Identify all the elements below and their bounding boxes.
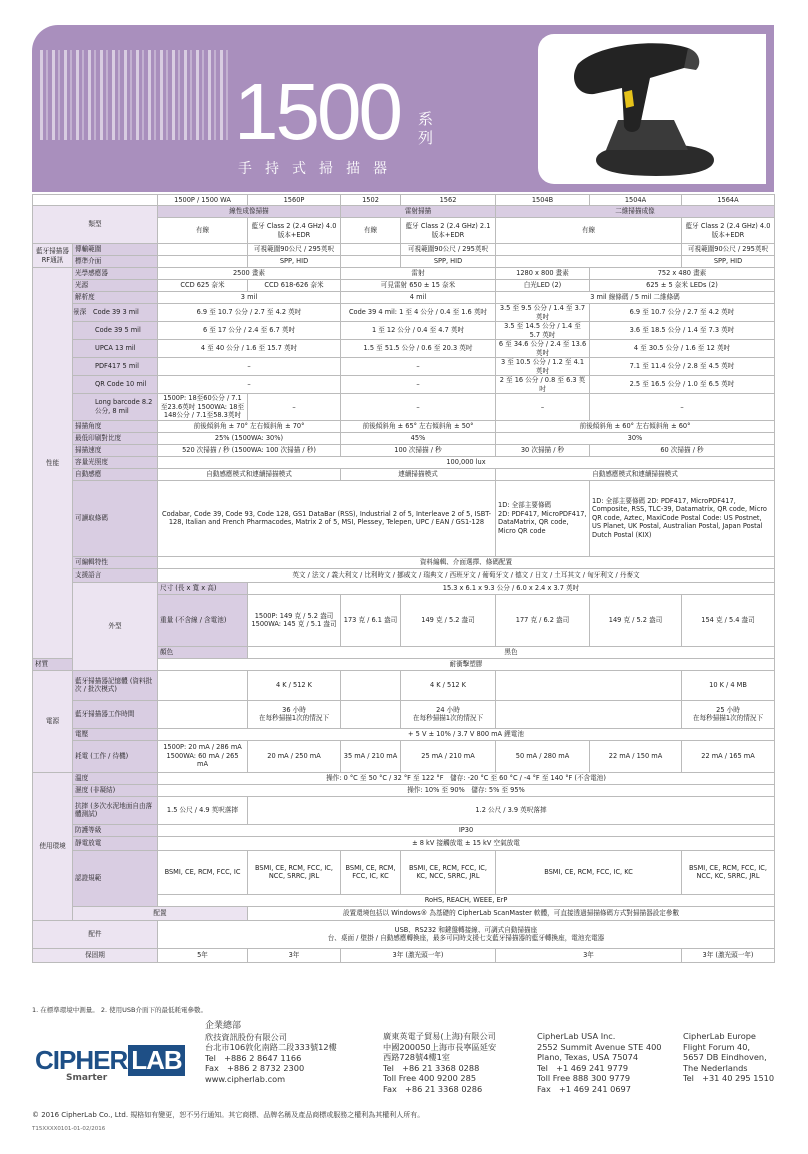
row-label: 重量 (不含線 / 含電池) <box>158 594 248 646</box>
cell: 可見雷射 650 ± 15 奈米 <box>341 280 496 292</box>
type-group-linear: 線性成像掃描 <box>158 206 341 218</box>
depth-sub: Code 39 3 mil <box>93 308 139 317</box>
depth-sub: Code 39 5 mil <box>73 322 158 340</box>
product-subtitle: 手持式掃描器 <box>238 161 400 177</box>
office-usa <box>537 1031 662 1094</box>
cell <box>496 700 682 728</box>
cell: 3年 (激光頭一年) <box>682 948 775 962</box>
cell: 149 克 / 5.2 盎司 <box>401 594 496 646</box>
cell: 4 mil <box>341 292 496 304</box>
cipherlab-logo <box>34 1045 185 1076</box>
cell: 3 mil <box>158 292 341 304</box>
office-line: Tel +86 21 3368 0288 <box>383 1062 480 1073</box>
cell <box>341 256 401 268</box>
row-label: 藍牙掃描器工作時間 <box>73 700 158 728</box>
op-note: 在每秒掃描1次的情況下 <box>258 714 330 722</box>
row-label: 配置 <box>73 906 248 920</box>
cell: SPP, HID <box>682 256 775 268</box>
cell: IP30 <box>158 824 775 836</box>
cell: 可視範圍90公尺 / 295英呎 <box>682 244 775 256</box>
cell: 白光LED (2) <box>496 280 590 292</box>
scanner-image <box>538 34 766 184</box>
cell: 黑色 <box>248 646 775 658</box>
cell: 752 x 480 畫素 <box>590 268 775 280</box>
row-label: 藍牙掃描器記憶體 (資料批次 / 批次模式) <box>73 670 158 700</box>
cell <box>496 244 682 256</box>
group-performance: 性能 <box>33 268 73 659</box>
cell: BSMI, CE, RCM, FCC, IC, KC, NCC, SRRC, JRL <box>401 850 496 894</box>
cell: – <box>341 376 496 394</box>
cell: 35 mA / 210 mA <box>341 740 401 772</box>
footnote: 1. 在標準環境中測量。 2. 使用USB介面下的最低耗電參數。 <box>32 1006 207 1014</box>
cell: SPP, HID <box>401 256 496 268</box>
cell: BSMI, CE, RCM, FCC, IC, KC <box>496 850 682 894</box>
office-line: 欣技資訊股份有限公司 <box>205 1031 287 1042</box>
cell: Code 39 4 mil: 1 至 4 公分 / 0.4 至 1.6 英吋 <box>341 304 496 322</box>
cell <box>158 256 248 268</box>
row-label: 配件 <box>33 920 158 948</box>
office-line: Fax +86 21 3368 0286 <box>383 1083 483 1094</box>
cell: CCD 618-626 奈米 <box>248 280 341 292</box>
office-line: Tel +1 469 241 9779 <box>537 1062 629 1073</box>
cell: 可視範圍90公尺 / 295英呎 <box>401 244 496 256</box>
row-label: 可編輯特性 <box>73 556 158 568</box>
model-number: 1500 <box>234 67 400 156</box>
cell: 1280 x 800 畫素 <box>496 268 590 280</box>
cell: 625 ± 5 奈米 LEDs (2) <box>590 280 775 292</box>
cell: 1500P: 18至60公分 / 7.1至23.6英吋 1500WA: 18至148公分 / 7.1至58.3英吋 <box>158 394 248 421</box>
office-line: 廣東英電子貿易(上海)有限公司 <box>383 1031 496 1041</box>
cell: 3.6 至 18.5 公分 / 1.4 至 7.3 英吋 <box>590 322 775 340</box>
depth-sub: Long barcode 8.2 公分, 8 mil <box>73 394 158 421</box>
cell: 4 K / 512 K <box>401 670 496 700</box>
cell: BSMI, CE, RCM, FCC, IC, NCC, SRRC, JRL <box>248 850 341 894</box>
cell: 6 至 17 公分 / 2.4 至 6.7 英吋 <box>158 322 341 340</box>
office-line: 企業總部 <box>205 1021 242 1031</box>
cell <box>341 670 401 700</box>
cell <box>158 244 248 256</box>
cell <box>158 670 248 700</box>
depth-sub: UPCA 13 mil <box>73 340 158 358</box>
type-label: 類型 <box>33 206 158 244</box>
cell: 30% <box>496 432 775 444</box>
cell <box>248 700 341 728</box>
row-label: 可讀取條碼 <box>73 480 158 556</box>
cell: 3年 <box>248 948 341 962</box>
row-label: 光源 <box>73 280 158 292</box>
cell: 有線 <box>158 218 248 244</box>
row-label: 濕度 (非凝結) <box>73 784 158 796</box>
cell <box>682 700 775 728</box>
row-label: 支援語言 <box>73 568 158 582</box>
type-group-laser: 雷射掃描 <box>341 206 496 218</box>
row-label: 保固期 <box>33 948 158 962</box>
col-model: 1502 <box>341 195 401 206</box>
office-line: 2552 Summit Avenue STE 400 <box>537 1041 662 1052</box>
col-model: 1562 <box>401 195 496 206</box>
cell: 20 mA / 250 mA <box>248 740 341 772</box>
cell: 藍牙 Class 2 (2.4 GHz) 4.0 版本+EDR <box>682 218 775 244</box>
cell: 50 mA / 280 mA <box>496 740 590 772</box>
row-label: 材質 <box>33 658 73 670</box>
document-number: T15XXXX0101-01-02/2016 <box>32 1126 106 1132</box>
cell: 自動感應模式和連續掃描模式 <box>158 468 341 480</box>
model-header-row <box>33 195 775 206</box>
cell: 有線 <box>341 218 401 244</box>
op-hours: 36 小時 <box>282 705 306 714</box>
cell: 45% <box>341 432 496 444</box>
office-line: Toll Free 888 300 9779 <box>537 1073 631 1083</box>
cell: 1500P: 20 mA / 286 mA 1500WA: 60 mA / 265 mA <box>158 740 248 772</box>
cell: 6.9 至 10.7 公分 / 2.7 至 4.2 英吋 <box>590 304 775 322</box>
row-label: 掃描速度 <box>73 444 158 456</box>
cell: 15.3 x 6.1 x 9.3 公分 / 6.0 x 2.4 x 3.7 英吋 <box>248 582 775 594</box>
cell: 60 次掃描 / 秒 <box>590 444 775 456</box>
cell: + 5 V ± 10% / 3.7 V 800 mA 鋰電池 <box>158 728 775 740</box>
row-label: 最低印刷對比度 <box>73 432 158 444</box>
office-line: Fax +886 2 8732 2300 <box>205 1063 305 1073</box>
logo-text: CIPHER <box>35 1045 128 1075</box>
cell: 連續掃描模式 <box>341 468 496 480</box>
cell: – <box>590 394 775 421</box>
group-power: 電源 <box>33 670 73 772</box>
cell: 資料編輯、介面選擇、條碼配置 <box>158 556 775 568</box>
cell: 2.5 至 16.5 公分 / 1.0 至 6.5 英吋 <box>590 376 775 394</box>
cell <box>158 700 248 728</box>
brand-tagline: Smarter <box>66 1073 108 1083</box>
cell: 22 mA / 165 mA <box>682 740 775 772</box>
cell: 3.5 至 9.5 公分 / 1.4 至 3.7 英吋 <box>496 304 590 322</box>
copyright: © 2016 CipherLab Co., Ltd. 規格如有變更，恕不另行通知。其它商標、品牌名稱及產品商標或服務之權利為其權利人所有。 <box>32 1111 425 1119</box>
cell: 5年 <box>158 948 248 962</box>
cell: – <box>341 394 496 421</box>
cell: RoHS, REACH, WEEE, ErP <box>158 894 775 906</box>
cell <box>158 920 775 948</box>
sym-1d: 1D: 全部主要條碼 <box>498 501 552 509</box>
cell: 1.5 公尺 / 4.9 英呎落摔 <box>158 796 248 824</box>
cell: 4 至 30.5 公分 / 1.6 至 12 英吋 <box>590 340 775 358</box>
cell: 1500P: 149 克 / 5.2 盎司 1500WA: 145 克 / 5.1 盎司 <box>248 594 341 646</box>
cell: 前後傾斜角 ± 60° 左右傾斜角 ± 60° <box>496 420 775 432</box>
cell: 英文 / 法文 / 義大利文 / 比利時文 / 挪威文 / 瑞典文 / 西班牙文 / 葡萄牙文 / 德文 / 日文 / 土耳其文 / 匈牙利文 / 丹麥文 <box>158 568 775 582</box>
col-model: 1560P <box>248 195 341 206</box>
product-photo <box>538 34 766 184</box>
row-label: 自動感應 <box>73 468 158 480</box>
cell: 149 克 / 5.2 盎司 <box>590 594 682 646</box>
cell: 22 mA / 150 mA <box>590 740 682 772</box>
col-model: 1500P / 1500 WA <box>158 195 248 206</box>
cell: 1.2 公尺 / 3.9 英呎落摔 <box>248 796 775 824</box>
office-line: The Nederlands <box>683 1062 748 1073</box>
cell: 177 克 / 6.2 盎司 <box>496 594 590 646</box>
office-line: Fax +1 469 241 0697 <box>537 1083 631 1094</box>
row-label: 認證規範 <box>73 850 158 906</box>
cell: 操作: 10% 至 90% 儲存: 5% 至 95% <box>158 784 775 796</box>
row-label: 溫度 <box>73 772 158 784</box>
office-line: Plano, Texas, USA 75074 <box>537 1052 639 1062</box>
cell: 自動感應模式和連續掃描模式 <box>496 468 775 480</box>
cell: – <box>496 394 590 421</box>
group-physical: 外型 <box>73 582 158 670</box>
op-hours: 25 小時 <box>716 705 740 714</box>
cell: – <box>158 376 341 394</box>
cell: 2 至 16 公分 / 0.8 至 6.3 英吋 <box>496 376 590 394</box>
cell: 7.1 至 11.4 公分 / 2.8 至 4.5 英吋 <box>590 358 775 376</box>
cell <box>496 670 682 700</box>
cell <box>341 244 401 256</box>
spec-table <box>32 194 775 963</box>
row-label: 掃描角度 <box>73 420 158 432</box>
office-line: Toll Free 400 9200 285 <box>383 1073 477 1083</box>
cell <box>341 700 401 728</box>
series-label: 系列 <box>418 110 434 147</box>
office-line: 西路728號4樓1室 <box>383 1052 450 1062</box>
cell: BSMI, CE, RCM, FCC, IC, NCC, KC, SRRC, JRL <box>682 850 775 894</box>
cell: 前後傾斜角 ± 65° 左右傾斜角 ± 50° <box>341 420 496 432</box>
cell: 藍牙 Class 2 (2.4 GHz) 4.0 版本+EDR <box>248 218 341 244</box>
depth-sub: PDF417 5 mil <box>73 358 158 376</box>
cell: Codabar, Code 39, Code 93, Code 128, GS1 DataBar (RSS), Industrial 2 of 5, Interleave 2 of 5, ISBT-128, Italian and French Pharmacodes, Matrix 2 of 5, MSI, Plessey, Telepen, UPC / EAN / GS1-128 <box>158 480 496 556</box>
cell: 前後傾斜角 ± 70° 左右傾斜角 ± 70° <box>158 420 341 432</box>
office-line: 台北市106敦化南路二段333號12樓 <box>205 1042 337 1052</box>
type-group-2d: 二維掃描成像 <box>496 206 775 218</box>
cell: 2500 畫素 <box>158 268 341 280</box>
col-model: 1564A <box>682 195 775 206</box>
depth-label: 景深 <box>73 308 87 317</box>
cell <box>496 256 682 268</box>
row-label: 容量光照度 <box>73 456 158 468</box>
website-link[interactable]: www.cipherlab.com <box>205 1073 286 1084</box>
office-europe <box>683 1031 774 1084</box>
cell: 4 K / 512 K <box>248 670 341 700</box>
cell: 3 mil 線條碼 / 5 mil 二維條碼 <box>496 292 775 304</box>
barcode-decoration <box>40 50 230 140</box>
row-label: 靜電放電 <box>73 836 158 850</box>
cell: 25% (1500WA: 30%) <box>158 432 341 444</box>
office-line: 中國200050上海市長寧區延安 <box>383 1041 497 1052</box>
cell: – <box>248 394 341 421</box>
row-label: 抗摔 (多次水泥地面自由落體測試) <box>73 796 158 824</box>
cell: SPP, HID <box>248 256 341 268</box>
cell: – <box>341 358 496 376</box>
cell: 耐衝擊塑膠 <box>158 658 775 670</box>
row-label: 電壓 <box>73 728 158 740</box>
row-label: 光學感應器 <box>73 268 158 280</box>
row-label: 傳輸範圍 <box>73 244 158 256</box>
group-bluetooth: 藍牙掃描器 RF通訊 <box>33 244 73 268</box>
cell: 雷射 <box>341 268 496 280</box>
office-shanghai <box>383 1031 496 1094</box>
office-line: Flight Forum 40, <box>683 1041 751 1052</box>
sym-2d: 2D: PDF417, MicroPDF417, DataMatrix, QR code, Micro QR code <box>498 509 587 535</box>
group-environment: 使用環境 <box>33 772 73 920</box>
cell: ± 8 kV 接觸放電 ± 15 kV 空氣放電 <box>158 836 775 850</box>
cell: 3年 <box>496 948 682 962</box>
cell: 操作: 0 °C 至 50 °C / 32 °F 至 122 °F 儲存: -20 °C 至 60 °C / -4 °F 至 140 °F (不含電池) <box>158 772 775 784</box>
cell: 100 次掃描 / 秒 <box>341 444 496 456</box>
col-model: 1504A <box>590 195 682 206</box>
cell: 4 至 40 公分 / 1.6 至 15.7 英吋 <box>158 340 341 358</box>
cell: 30 次掃描 / 秒 <box>496 444 590 456</box>
cell: – <box>158 358 341 376</box>
cell: 154 克 / 5.4 盎司 <box>682 594 775 646</box>
op-note: 在每秒掃描1次的情況下 <box>692 714 764 722</box>
row-label: 標準介面 <box>73 256 158 268</box>
op-note: 在每秒掃描1次的情況下 <box>412 714 484 722</box>
cell: 3.5 至 14.5 公分 / 1.4 至 5.7 英吋 <box>496 322 590 340</box>
office-line: CipherLab Europe <box>683 1031 756 1041</box>
row-label: 尺寸 (長 x 寬 x 高) <box>158 582 248 594</box>
cell: 520 次掃描 / 秒 (1500WA: 100 次掃描 / 秒) <box>158 444 341 456</box>
cell: 25 mA / 210 mA <box>401 740 496 772</box>
cell: 6.9 至 10.7 公分 / 2.7 至 4.2 英吋 <box>158 304 341 322</box>
accessory-line: 台、桌面 / 壁掛 / 自動感應轉換座，最多可同時支援七支藍牙掃描器的藍牙轉換座，電池充電器 <box>327 934 605 942</box>
office-line: CipherLab USA Inc. <box>537 1031 616 1041</box>
cell: 有線 <box>496 218 682 244</box>
op-hours: 24 小時 <box>436 705 460 714</box>
cell: 1 至 12 公分 / 0.4 至 4.7 英吋 <box>341 322 496 340</box>
cell: 1.5 至 51.5 公分 / 0.6 至 20.3 英吋 <box>341 340 496 358</box>
cell: 設置還境包括以 Windows® 為基礎的 CipherLab ScanMaster 軟體，可直接透過掃描條碼方式對掃描器設定參數 <box>248 906 775 920</box>
cell: 6 至 34.6 公分 / 2.4 至 13.6 英吋 <box>496 340 590 358</box>
cell: 100,000 lux <box>158 456 775 468</box>
cell: 3 至 10.5 公分 / 1.2 至 4.1 英吋 <box>496 358 590 376</box>
cell: 1D: 全部主要條碼 2D: PDF417, MicroPDF417, Composite, RSS, TLC-39, Datamatrix, QR code, Micro QR code, Aztec, MaxiCode Postal Code: US Postnet, US Planet, UK Postal, Australian Postal, Japan Postal Dutch Postal (KIX) <box>590 480 775 556</box>
office-hq <box>205 1021 337 1084</box>
cell: 10 K / 4 MB <box>682 670 775 700</box>
col-model: 1504B <box>496 195 590 206</box>
cell <box>496 480 590 556</box>
cell: BSMI, CE, RCM, FCC, IC <box>158 850 248 894</box>
header-blank <box>33 195 158 206</box>
accessory-line: USB、RS232 和鍵盤轉接線、可調式自動掃描座 <box>394 925 538 934</box>
cell: 藍牙 Class 2 (2.4 GHz) 2.1 版本+EDR <box>401 218 496 244</box>
row-label: 解析度 <box>73 292 158 304</box>
depth-sub: QR Code 10 mil <box>73 376 158 394</box>
office-line: Tel +31 40 295 1510 <box>683 1073 775 1083</box>
cell: BSMI, CE, RCM, FCC, IC, KC <box>341 850 401 894</box>
row-label: 耗電 (工作 / 待機) <box>73 740 158 772</box>
office-line: 5657 DB Eindhoven, <box>683 1052 767 1062</box>
row-label: 防護等級 <box>73 824 158 836</box>
row-label <box>73 304 158 322</box>
row-label: 顏色 <box>158 646 248 658</box>
cell: 3年 (激光頭一年) <box>341 948 496 962</box>
office-line: Tel +886 2 8647 1166 <box>205 1052 302 1063</box>
cell: 可視範圍90公尺 / 295英呎 <box>248 244 341 256</box>
cell: CCD 625 奈米 <box>158 280 248 292</box>
logo-box: LAB <box>128 1045 184 1076</box>
cell <box>401 700 496 728</box>
cell: 173 克 / 6.1 盎司 <box>341 594 401 646</box>
